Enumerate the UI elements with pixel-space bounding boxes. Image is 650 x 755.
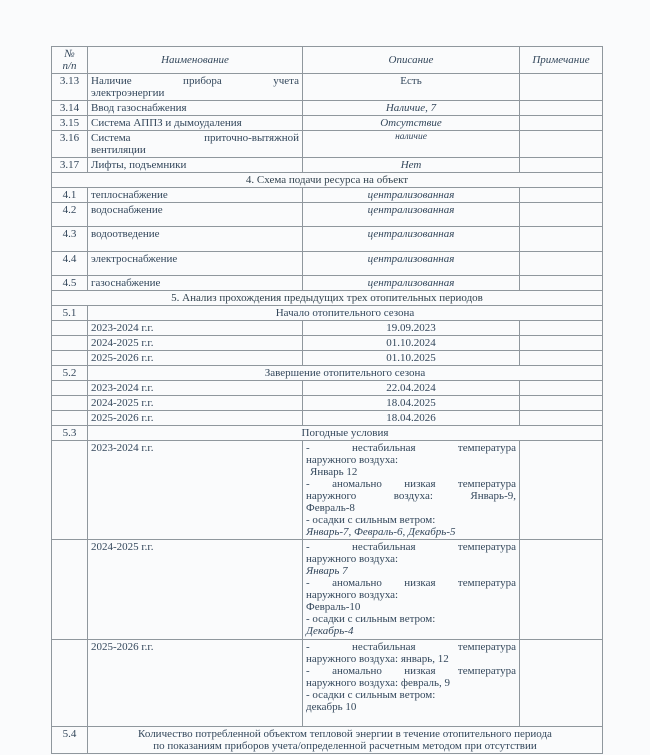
datarow-row (52, 381, 603, 396)
datarow-row (52, 411, 603, 426)
item-row (52, 252, 603, 276)
document-table (51, 46, 603, 754)
merged-row (52, 727, 603, 754)
note-cell (520, 188, 603, 203)
text-line: Февраль-10 (306, 601, 361, 613)
item-row (52, 276, 603, 291)
value-cell: 18.04.2025 (303, 396, 520, 411)
note-cell (520, 203, 603, 227)
season-label-cell: 2025-2026 г.г. (88, 640, 303, 727)
text-line: газоснабжение (91, 277, 161, 289)
description-cell: централизованная (303, 188, 520, 203)
text-line: - нестабильная температура (306, 442, 516, 454)
note-cell (520, 101, 603, 116)
text-line: Наличие прибора учета (91, 75, 299, 87)
item-row (52, 227, 603, 252)
value-cell: 01.10.2025 (303, 351, 520, 366)
season-label-cell: 2024-2025 г.г. (88, 336, 303, 351)
text-line: Январь 7 (306, 565, 348, 577)
description-cell: наличие (303, 131, 520, 158)
name-cell (88, 227, 303, 252)
season-label-cell: 2023-2024 г.г. (88, 321, 303, 336)
row-number-cell (52, 640, 88, 727)
season-label-cell: 2023-2024 г.г. (88, 381, 303, 396)
row-number-cell: 3.17 (52, 158, 88, 173)
text-line: водоснабжение (91, 204, 163, 216)
text-line: Январь-7, Февраль-6, Декабрь-5 (306, 526, 456, 538)
text-line: Лифты, подъемники (91, 159, 187, 171)
note-cell (520, 158, 603, 173)
text-line: Февраль-8 (306, 502, 355, 514)
row-number-cell: 3.15 (52, 116, 88, 131)
name-cell (88, 158, 303, 173)
row-number-cell: 3.13 (52, 74, 88, 101)
row-number-cell: 5.2 (52, 366, 88, 381)
header-note-cell: Примечание (520, 47, 603, 74)
text-line: наружного воздуха: (306, 553, 399, 565)
season-label-cell: 2025-2026 г.г. (88, 351, 303, 366)
item-row (52, 74, 603, 101)
description-cell: Есть (303, 74, 520, 101)
text-line: Декабрь-4 (306, 625, 354, 637)
note-cell (520, 640, 603, 727)
row-number-cell: 5.1 (52, 306, 88, 321)
text-line: электроэнергии (91, 87, 165, 99)
row-number-cell: 4.4 (52, 252, 88, 276)
row-number-cell (52, 540, 88, 640)
note-cell (520, 336, 603, 351)
note-cell (520, 411, 603, 426)
text-line: - осадки с сильным ветром: (306, 613, 436, 625)
text-line: наружного воздуха: (306, 454, 399, 466)
section-row (52, 173, 603, 188)
row-number-cell: 4.3 (52, 227, 88, 252)
row-number-cell: 3.16 (52, 131, 88, 158)
weather-description-cell (303, 540, 520, 640)
header-name-cell: Наименование (88, 47, 303, 74)
datarow-row (52, 396, 603, 411)
text-line: - аномально низкая температура (306, 478, 516, 490)
datarow-row (52, 336, 603, 351)
header-num-cell (52, 47, 88, 74)
text-line: № (64, 48, 75, 60)
weather-description-cell (303, 441, 520, 540)
item-row (52, 188, 603, 203)
name-cell (88, 131, 303, 158)
name-cell (88, 116, 303, 131)
subsection-title-cell: Начало отопительного сезона (88, 306, 603, 321)
subheader-row (52, 426, 603, 441)
subheader-row (52, 366, 603, 381)
weather-row (52, 540, 603, 640)
value-cell: 19.09.2023 (303, 321, 520, 336)
season-label-cell: 2024-2025 г.г. (88, 540, 303, 640)
section-title-cell: 4. Схема подачи ресурса на объект (52, 173, 603, 188)
merged-text-cell (88, 727, 603, 754)
row-number-cell (52, 351, 88, 366)
item-row (52, 158, 603, 173)
row-number-cell (52, 396, 88, 411)
note-cell (520, 227, 603, 252)
row-number-cell (52, 441, 88, 540)
section-title-cell: 5. Анализ прохождения предыдущих трех отопительных периодов (52, 291, 603, 306)
section-row (52, 291, 603, 306)
row-number-cell: 5.3 (52, 426, 88, 441)
row-number-cell: 4.1 (52, 188, 88, 203)
text-line: Система АППЗ и дымоудаления (91, 117, 242, 129)
note-cell (520, 131, 603, 158)
text-line: - аномально низкая температура (306, 665, 516, 677)
name-cell (88, 188, 303, 203)
row-number-cell (52, 321, 88, 336)
weather-row (52, 441, 603, 540)
note-cell (520, 381, 603, 396)
text-line: по показаниям приборов учета/определенной расчетным методом при отсутствии (153, 740, 537, 752)
text-line: - осадки с сильным ветром: (306, 514, 436, 526)
name-cell (88, 203, 303, 227)
item-row (52, 131, 603, 158)
season-label-cell: 2024-2025 г.г. (88, 396, 303, 411)
row-number-cell: 3.14 (52, 101, 88, 116)
note-cell (520, 351, 603, 366)
text-line: наружного воздуха: (306, 589, 399, 601)
row-number-cell: 5.4 (52, 727, 88, 754)
row-number-cell (52, 381, 88, 396)
weather-description-cell (303, 640, 520, 727)
note-cell (520, 74, 603, 101)
note-cell (520, 321, 603, 336)
note-cell (520, 276, 603, 291)
season-label-cell: 2023-2024 г.г. (88, 441, 303, 540)
text-line: - аномально низкая температура (306, 577, 516, 589)
description-cell: централизованная (303, 203, 520, 227)
text-line: водоотведение (91, 228, 160, 240)
description-cell: централизованная (303, 276, 520, 291)
value-cell: 18.04.2026 (303, 411, 520, 426)
note-cell (520, 116, 603, 131)
name-cell (88, 74, 303, 101)
text-line: вентиляции (91, 144, 146, 156)
note-cell (520, 396, 603, 411)
subsection-title-cell: Погодные условия (88, 426, 603, 441)
text-line: - осадки с сильным ветром: (306, 689, 436, 701)
text-line: наружного воздуха: Январь-9, (306, 490, 516, 502)
text-line: Ввод газоснабжения (91, 102, 187, 114)
text-line: наружного воздуха: январь, 12 (306, 653, 449, 665)
description-cell: Нет (303, 158, 520, 173)
datarow-row (52, 351, 603, 366)
row-number-cell: 4.2 (52, 203, 88, 227)
note-cell (520, 540, 603, 640)
row-number-cell (52, 336, 88, 351)
text-line: Январь 12 (310, 466, 358, 478)
description-cell: Отсутствие (303, 116, 520, 131)
document-table-body (52, 47, 603, 754)
season-label-cell: 2025-2026 г.г. (88, 411, 303, 426)
text-line: п/п (62, 60, 77, 72)
datarow-row (52, 321, 603, 336)
description-cell: Наличие, 7 (303, 101, 520, 116)
name-cell (88, 101, 303, 116)
text-line: наружного воздуха: февраль, 9 (306, 677, 451, 689)
text-line: Система приточно-вытяжной (91, 132, 299, 144)
name-cell (88, 276, 303, 291)
item-row (52, 101, 603, 116)
note-cell (520, 441, 603, 540)
item-row (52, 203, 603, 227)
table-header-row (52, 47, 603, 74)
value-cell: 22.04.2024 (303, 381, 520, 396)
description-cell: централизованная (303, 252, 520, 276)
text-line: декабрь 10 (306, 701, 357, 713)
value-cell: 01.10.2024 (303, 336, 520, 351)
header-description-cell: Описание (303, 47, 520, 74)
text-line: Количество потребленной объектом тепловой энергии в течение отопительного периода (138, 728, 552, 740)
weather-row (52, 640, 603, 727)
text-line: теплоснабжение (91, 189, 168, 201)
item-row (52, 116, 603, 131)
subsection-title-cell: Завершение отопительного сезона (88, 366, 603, 381)
text-line: электроснабжение (91, 253, 178, 265)
row-number-cell: 4.5 (52, 276, 88, 291)
text-line: - нестабильная температура (306, 641, 516, 653)
row-number-cell (52, 411, 88, 426)
text-line: - нестабильная температура (306, 541, 516, 553)
description-cell: централизованная (303, 227, 520, 252)
note-cell (520, 252, 603, 276)
name-cell (88, 252, 303, 276)
subheader-row (52, 306, 603, 321)
